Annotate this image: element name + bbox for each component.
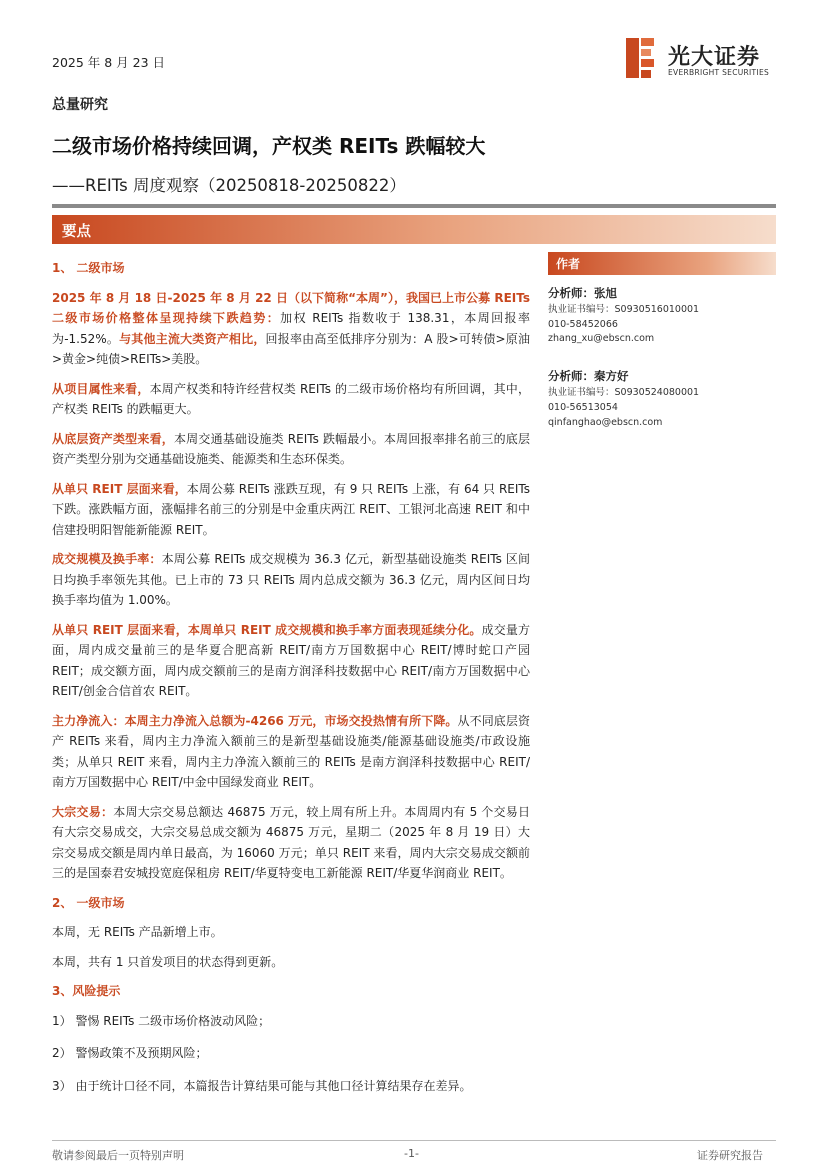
paragraph-ipo-updates: 本周，共有 1 只首发项目的状态得到更新。 [52,954,284,969]
keypoints-banner [52,215,776,244]
analyst-email[interactable]: qinfanghao@ebscn.com [548,416,663,428]
logo-text-en: EVERBRIGHT SECURITIES [668,68,770,77]
paragraph-single-reit-volume: 从单只 REIT 层面来看，本周单只 REIT 成交规模和换手率方面表现延续分化。成交量方面，周内成交量前三的是华夏合肥高新 REIT/南方万国数据中心 REIT/博时蛇口产园 REIT；成交额方面，周内成交额前三的是南方润泽科技数据中心 REIT/南方万国数据中心 REIT/创金合信首农 REIT。 [52,622,530,698]
risk-item: 3） 由于统计口径不同，本篇报告计算结果可能与其他口径计算结果存在差异。 [52,1078,472,1093]
logo-mark-icon [626,38,654,78]
report-title: 二级市场价格持续回调，产权类 REITs 跌幅较大 [52,134,486,158]
paragraph-new-listings: 本周，无 REITs 产品新增上市。 [52,925,223,939]
author-sidebar [548,252,776,430]
report-category: 总量研究 [52,97,108,113]
section-heading-secondary-market: 1、 二级市场 [52,261,125,275]
analyst-phone: 010-58452066 [548,318,618,330]
analyst-email[interactable]: zhang_xu@ebscn.com [548,333,655,345]
report-date: 2025 年 8 月 23 日 [52,55,166,70]
section-heading-primary-market: 2、 一级市场 [52,895,125,910]
analyst-card [548,367,776,430]
keypoints-label: 要点 [62,224,91,240]
page-number: -1- [404,1147,419,1160]
analyst-name: 分析师：秦方好 [548,369,629,384]
risk-item: 2） 警惕政策不及预期风险； [52,1046,208,1060]
paragraph-project-attribute: 从项目属性来看，本周产权类和特许经营权类 REITs 的二级市场价格均有所回调，其中，产权类 REITs 的跌幅更大。 [52,381,530,416]
paragraph-block-trade: 大宗交易：本周大宗交易总额达 46875 万元，较上周有所上升。本周周内有 5 个交易日有大宗交易成交，大宗交易总成交额为 46875 万元，星期二（2025 年 8 月 19 日）大宗交易成交额是周内单日最高，为 16060 万元；单只 REIT 来看，周内大宗交易成交额前三的是国泰君安城投宽庭保租房 REIT/华夏特变电工新能源 REIT/华夏华润商业 REIT。 [52,804,530,880]
paragraph-volume-turnover: 成交规模及换手率：本周公募 REITs 成交规模为 36.3 亿元，新型基础设施类 REITs 区间日均换手率领先其他。已上市的 73 只 REITs 周内总成交额为 36.3 亿元，周内区间日均换手率均值为 1.00%。 [52,552,530,607]
report-subtitle: ——REITs 周度观察（20250818-20250822） [52,176,406,195]
section-heading-risk: 3、风险提示 [52,984,121,998]
analyst-phone: 010-56513054 [548,401,618,413]
paragraph-market-trend: 2025 年 8 月 18 日-2025 年 8 月 22 日（以下简称“本周”），我国已上市公募 REITs 二级市场价格整体呈现持续下跌趋势：加权 REITs 指数收于 138.31，本周回报率为-1.52%。与其他主流大类资产相比，回报率由高至低排序分别为：A 股>可转债>原油>黄金>纯债>REITs>美股。 [52,290,530,366]
risk-list [52,1011,530,1097]
title-divider [52,204,776,208]
footer-divider [52,1140,776,1141]
risk-item: 1） 警惕 REITs 二级市场价格波动风险； [52,1013,271,1028]
logo-text-cn: 光大证券 [668,45,761,70]
footer-report-type: 证券研究报告 [697,1149,763,1162]
author-banner [548,252,776,275]
analyst-license: 执业证书编号：S0930524080001 [548,387,700,399]
main-content [52,258,530,1108]
paragraph-asset-type: 从底层资产类型来看，本周交通基础设施类 REITs 跌幅最小。本周回报率排名前三的底层资产类型分别为交通基础设施类、能源类和生态环保类。 [52,431,530,466]
paragraph-net-inflow: 主力净流入：本周主力净流入总额为-4266 万元，市场交投热情有所下降。从不同底层资产 REITs 来看，周内主力净流入额前三的是新型基础设施类/能源基础设施类/市政设施类；从单只 REIT 来看，周内主力净流入额前三的 REITs 是南方润泽科技数据中心 REIT/南方万国数据中心 REIT/中金中国绿发商业 REIT。 [52,713,530,789]
analyst-name: 分析师：张旭 [548,286,617,300]
analyst-license: 执业证书编号：S0930516010001 [548,304,700,315]
author-label: 作者 [556,257,581,271]
paragraph-single-reit: 从单只 REIT 层面来看，本周公募 REITs 涨跌互现，有 9 只 REITs 上涨，有 64 只 REITs 下跌。涨跌幅方面，涨幅排名前三的分别是中金重庆两江 REIT、工银河北高速 REIT 和中信建投明阳智能新能源 REIT。 [52,481,530,537]
company-logo [626,38,786,82]
footer-disclaimer-link[interactable]: 敬请参阅最后一页特别声明 [52,1149,184,1162]
analyst-card [548,284,776,347]
